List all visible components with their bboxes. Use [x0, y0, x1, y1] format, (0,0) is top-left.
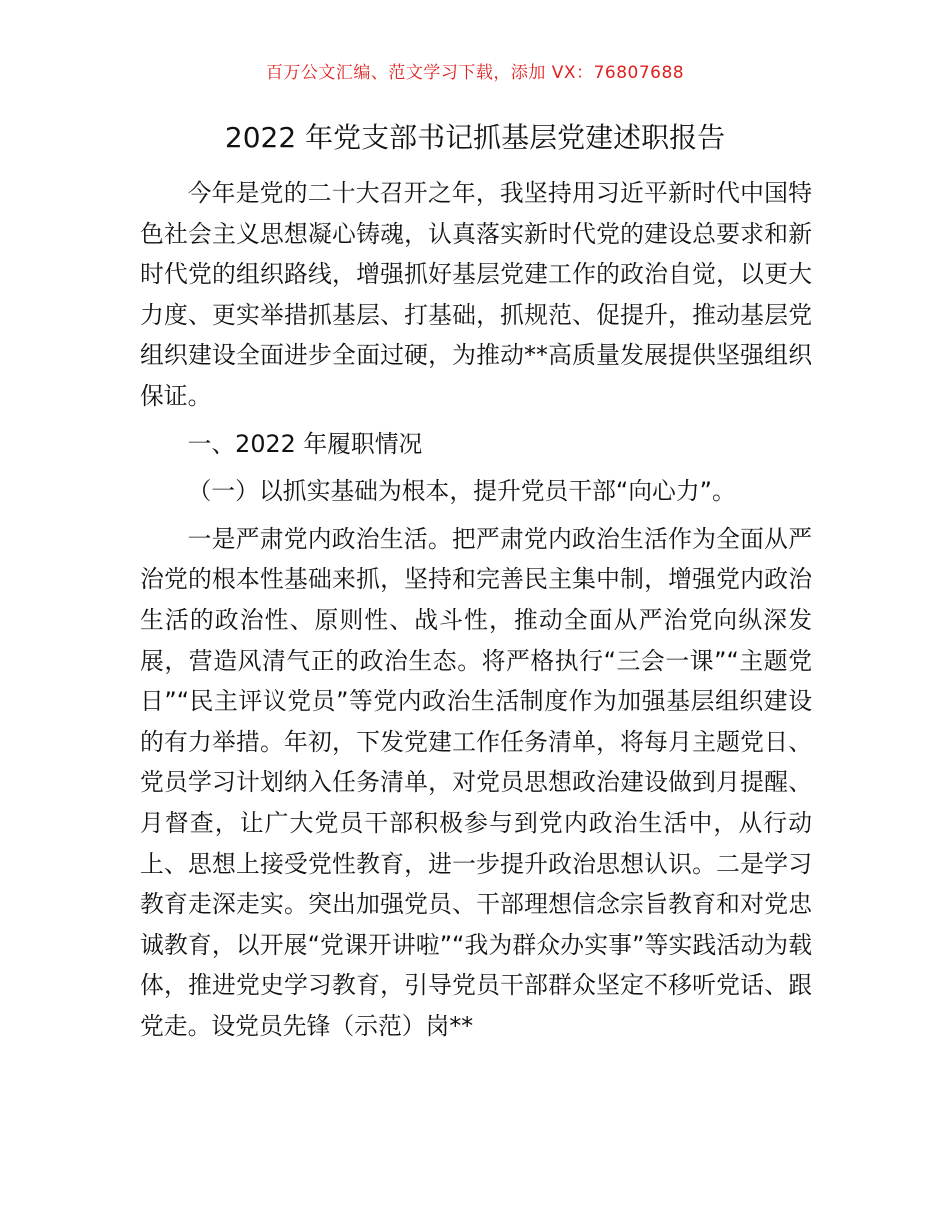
section-heading: 一、2022 年履职情况 — [187, 429, 423, 458]
document-body — [140, 173, 812, 1046]
document-title: 2022 年党支部书记抓基层党建述职报告 — [224, 121, 726, 154]
body-paragraph: 一是严肃党内政治生活。把严肃党内政治生活作为全面从严治党的根本性基础来抓，坚持和完善民主集中制，增强党内政治生活的政治性、原则性、战斗性，推动全面从严治党向纵深发展，营造风清气正的政治生态。将严格执行“三会一课”“主题党日”“民主评议党员”等党内政治生活制度作为加强基层组织建设的有力举措。年初，下发党建工作任务清单，将每月主题党日、党员学习计划纳入任务清单，对党员思想政治建设做到月提醒、月督查，让广大党员干部积极参与到党内政治生活中，从行动上、思想上接受党性教育，进一步提升政治思想认识。二是学习教育走深走实。突出加强党员、干部理想信念宗旨教育和对党忠诚教育，以开展“党课开讲啦”“我为群众办实事”等实践活动为载体，推进党史学习教育，引导党员干部群众坚定不移听党话、跟党走。设党员先锋（示范）岗** — [140, 524, 812, 1040]
intro-paragraph: 今年是党的二十大召开之年，我坚持用习近平新时代中国特色社会主义思想凝心铸魂，认真落实新时代党的建设总要求和新时代党的组织路线，增强抓好基层党建工作的政治自觉，以更大力度、更实举措抓基层、打基础，抓规范、促提升，推动基层党组织建设全面进步全面过硬，为推动**高质量发展提供坚强组织保证。 — [140, 179, 812, 410]
header-note: 百万公文汇编、范文学习下载，添加 VX：76807688 — [265, 63, 685, 83]
subsection-heading: （一）以抓实基础为根本，提升党员干部“向心力”。 — [187, 477, 736, 506]
